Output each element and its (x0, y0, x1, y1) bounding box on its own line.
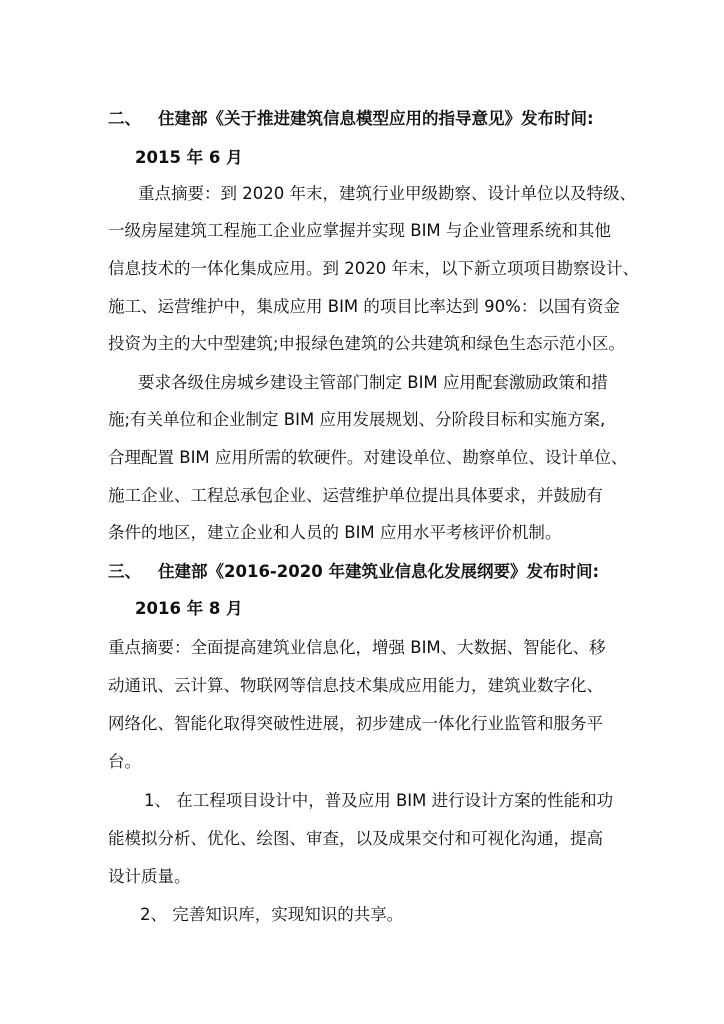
section-3-item-1-line: 1、 在工程项目设计中，普及应用 BIM 进行设计方案的性能和功 (144, 791, 614, 810)
section-2-title: 住建部《关于推进建筑信息模型应用的指导意见》发布时间: (158, 109, 594, 128)
section-2-summary-line: 信息技术的一体化集成应用。到 2020 年末，以下新立项项目勘察设计、 (108, 259, 639, 278)
section-2-summary-line: 投资为主的大中型建筑;申报绿色建筑的公共建筑和绿色生态示范小区。 (108, 334, 626, 353)
section-2-summary-line: 重点摘要：到 2020 年末，建筑行业甲级勘察、设计单位以及特级、 (138, 184, 636, 203)
section-2-requirement-line: 施工企业、工程总承包企业、运营维护单位提出具体要求，并鼓励有 (108, 486, 603, 505)
section-2-heading (108, 107, 594, 131)
section-3-summary-line: 动通讯、云计算、物联网等信息技术集成应用能力，建筑业数字化、 (108, 676, 603, 695)
section-2-requirement-line: 合理配置 BIM 应用所需的软硬件。对建设单位、勘察单位、设计单位、 (108, 448, 628, 467)
section-3-number: 三、 (108, 562, 141, 581)
section-3-summary-line: 重点摘要：全面提高建筑业信息化，增强 BIM、大数据、智能化、移 (108, 638, 606, 657)
section-3-summary-line: 网络化、智能化取得突破性进展，初步建成一体化行业监管和服务平 (108, 714, 603, 733)
section-3-title: 住建部《2016-2020 年建筑业信息化发展纲要》发布时间: (158, 562, 600, 581)
section-2-date: 2015 年 6 月 (135, 148, 243, 167)
section-3-heading (108, 560, 599, 584)
section-2-summary-line: 施工、运营维护中，集成应用 BIM 的项目比率达到 90%：以国有资金 (108, 297, 620, 316)
section-2-summary-line: 一级房屋建筑工程施工企业应掌握并实现 BIM 与企业管理系统和其他 (108, 221, 611, 240)
section-2-number: 二、 (108, 109, 141, 128)
section-3-summary-line: 台。 (108, 752, 141, 771)
section-3-item-1-line: 能模拟分析、优化、绘图、审查，以及成果交付和可视化沟通，提高 (108, 829, 603, 848)
section-3-item-1-line: 设计质量。 (108, 867, 191, 886)
section-3-date: 2016 年 8 月 (135, 599, 243, 618)
section-2-requirement-line: 要求各级住房城乡建设主管部门制定 BIM 应用配套激励政策和措 (138, 373, 608, 392)
section-2-requirement-line: 施;有关单位和企业制定 BIM 应用发展规划、分阶段目标和实施方案, (108, 410, 606, 429)
section-2-requirement-line: 条件的地区，建立企业和人员的 BIM 应用水平考核评价机制。 (108, 523, 562, 542)
section-3-item-2-line: 2、 完善知识库，实现知识的共享。 (140, 905, 404, 924)
